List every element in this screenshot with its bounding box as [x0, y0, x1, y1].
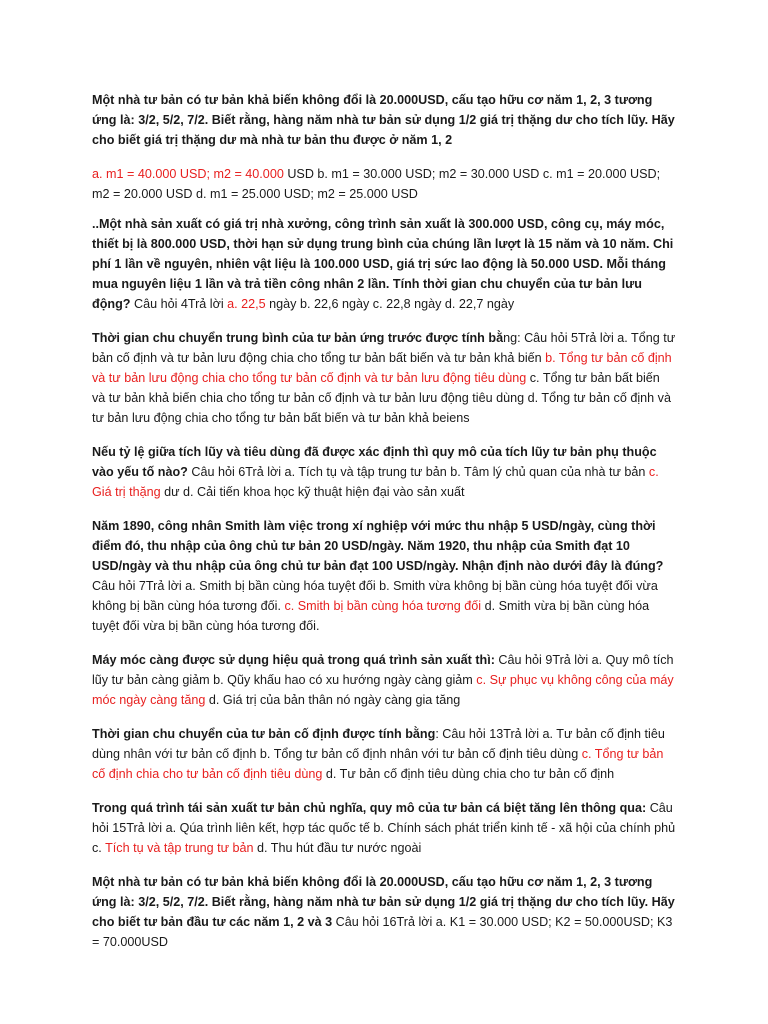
question-6-prefix: Câu hỏi 9Trả lời a. Quy mô tích lũy tư bản càng giảm b. Qũy khấu hao có xu hướng ngày càng giảm — [92, 653, 674, 687]
question-9 — [92, 872, 676, 952]
answer-7-correct: c. Tổng tư bản cố định chia cho tư bản cố định tiêu dùng — [92, 747, 664, 781]
question-5 — [92, 516, 676, 636]
question-8 — [92, 798, 676, 858]
answer-3-correct: b. Tổng tư bản cố định và tư bản lưu động chia cho tổng tư bản cố định và tư bản lưu động tiêu dùng — [92, 351, 672, 385]
question-8-text: Trong quá trình tái sản xuất tư bản chủ nghĩa, quy mô của tư bản cá biệt tăng lên thông qua: — [92, 801, 647, 815]
question-1-text: Một nhà tư bản có tư bản khả biến không đổi là 20.000USD, cấu tạo hữu cơ năm 1, 2, 3 tương ứng là: 3/2, 5/2, 7/2. Biết rằng, hàng năm nhà tư bản sử dụng 1/2 giá trị thặng dư cho tích lũy. Hãy cho biết giá trị thặng dư mà nhà tư bản thu được ở năm 1, 2 — [92, 93, 675, 147]
answer-3-options: c. Tổng tư bản bất biến và tư bản khả biến chia cho tổng tư bản cố định và tư bản lưu động tiêu dùng d. Tổng tư bản cố định và tư bản lưu động chia cho tổng tư bản bất biến và tư bản khả beiens — [92, 371, 671, 425]
question-1 — [92, 90, 676, 150]
question-7-prefix: : Câu hỏi 13Trả lời a. Tư bản cố định tiêu dùng nhân với tư bản cố định b. Tổng tư bản cố định nhân với tư bản cố định tiêu dùng — [92, 727, 665, 761]
question-3 — [92, 328, 676, 428]
question-2 — [92, 214, 676, 314]
answers-1 — [92, 164, 676, 204]
question-8-prefix: Câu hỏi 15Trả lời a. Qúa trình liên kết, hợp tác quốc tế b. Chính sách phát triển kinh tế - xã hội của chính phủ c. — [92, 801, 676, 855]
question-3-prefix: ng: Câu hỏi 5Trả lời a. Tổng tư bản cố định và tư bản lưu động chia cho tổng tư bản bất biến và tư bản khả biến — [92, 331, 676, 365]
question-4-prefix: Câu hỏi 6Trả lời a. Tích tụ và tập trung tư bản b. Tâm lý chủ quan của nhà tư bản — [187, 465, 649, 479]
answer-6-options: d. Giá trị của bản thân nó ngày càng gia tăng — [205, 693, 461, 707]
answer-4-options: dư d. Cải tiến khoa học kỹ thuật hiện đại vào sản xuất — [160, 485, 465, 499]
question-7-text: Thời gian chu chuyển của tư bản cố định được tính bằng — [92, 727, 436, 741]
answer-6-correct: c. Sự phục vụ không công của máy móc ngày càng tăng — [92, 673, 674, 707]
question-2-text: ..Một nhà sản xuất có giá trị nhà xưởng, công trình sản xuất là 300.000 USD, công cụ, máy móc, thiết bị là 800.000 USD, thời hạn sử dụng trung bình của chúng lần lượt là 15 năm và 10 năm. Chi phí 1 lần về nguyên, nhiên vật liệu là 100.000 USD, giá trị sức lao động là 50.000 USD. Mỗi tháng mua nguyên liệu 1 lần và trả tiền công nhân 2 lần. Tính thời gian chu chuyển của tư bản lưu động? — [92, 217, 674, 311]
answer-1-correct: a. m1 = 40.000 USD; m2 = 40.000 — [92, 167, 284, 181]
question-2-prefix: Câu hỏi 4Trả lời — [130, 297, 228, 311]
answer-4-correct: c. Giá trị thặng — [92, 465, 659, 499]
answer-2-options: ngày b. 22,6 ngày c. 22,8 ngày d. 22,7 ngày — [265, 297, 515, 311]
question-5-text: Năm 1890, công nhân Smith làm việc trong xí nghiệp với mức thu nhập 5 USD/ngày, cùng thời điểm đó, thu nhập của ông chủ tư bản 20 USD/ngày. Năm 1920, thu nhập của Smith đạt 10 USD/ngày và thu nhập của ông chủ tư bản đạt 100 USD/ngày. Nhận định nào dưới đây là đúng? — [92, 519, 664, 573]
answer-7-options: d. Tư bản cố định tiêu dùng chia cho tư bản cố định — [322, 767, 615, 781]
question-9-text: Một nhà tư bản có tư bản khả biến không đổi là 20.000USD, cấu tạo hữu cơ năm 1, 2, 3 tương ứng là: 3/2, 5/2, 7/2. Biết rằng, hàng năm nhà tư bản sử dụng 1/2 giá trị thặng dư cho tích lũy. Hãy cho biết tư bản đầu tư các năm 1, 2 và 3 — [92, 875, 675, 929]
question-5-prefix: Câu hỏi 7Trả lời a. Smith bị bần cùng hóa tuyệt đối b. Smith vừa không bị bần cùng hóa tuyệt đối vừa không bị bần cùng hóa tương đối. — [92, 579, 658, 613]
answer-1-options: USD b. m1 = 30.000 USD; m2 = 30.000 USD c. m1 = 20.000 USD; m2 = 20.000 USD d. m1 = 25.000 USD; m2 = 25.000 USD — [92, 167, 661, 201]
question-4 — [92, 442, 676, 502]
question-6-text: Máy móc càng được sử dụng hiệu quả trong quá trình sản xuất thì: — [92, 653, 495, 667]
question-4-text: Nếu tỷ lệ giữa tích lũy và tiêu dùng đã được xác định thì quy mô của tích lũy tư bản phụ thuộc vào yếu tố nào? — [92, 445, 657, 479]
answer-8-options: d. Thu hút đầu tư nước ngoài — [253, 841, 422, 855]
question-7 — [92, 724, 676, 784]
question-3-text: Thời gian chu chuyển trung bình của tư bản ứng trước được tính bằ — [92, 331, 504, 345]
answer-5-options: d. Smith vừa bị bần cùng hóa tuyệt đối vừa bị bần cùng hóa tương đối. — [92, 599, 650, 633]
answer-5-correct: c. Smith bị bần cùng hóa tương đối — [284, 599, 482, 613]
question-6 — [92, 650, 676, 710]
answer-2-correct: a. 22,5 — [227, 297, 266, 311]
question-9-prefix: Câu hỏi 16Trả lời a. K1 = 30.000 USD; K2 = 50.000USD; K3 = 70.000USD — [92, 915, 673, 949]
answer-8-correct: Tích tụ và tập trung tư bản — [105, 841, 254, 855]
